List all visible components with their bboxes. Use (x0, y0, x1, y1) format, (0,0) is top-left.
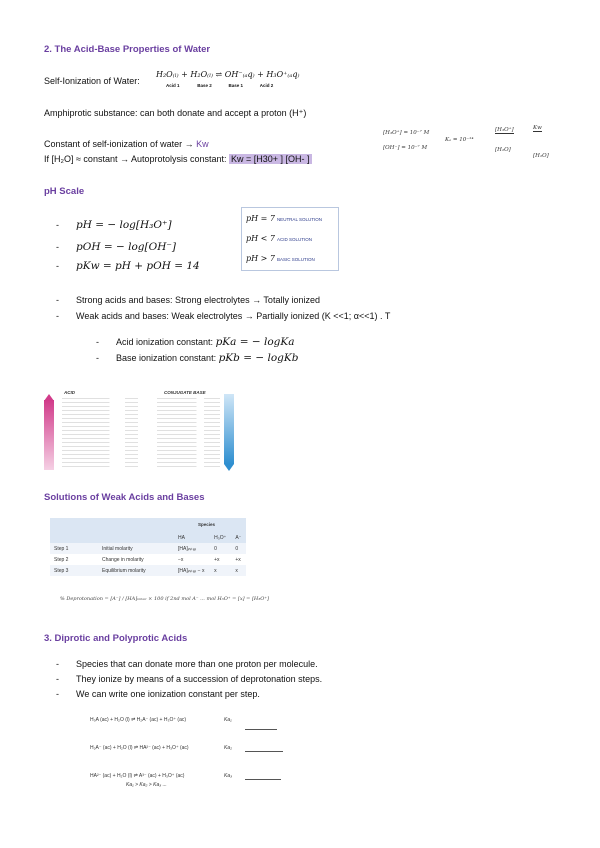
kw-label: Kw (196, 139, 209, 149)
species-header: Species (198, 522, 216, 527)
base-strength-arrow (224, 394, 234, 464)
ka2-label: Ka₂ (224, 745, 233, 751)
ph-scale-title: pH Scale (44, 186, 85, 197)
strong-text: Strong acids and bases: Strong electrolytes → Totally ionized (76, 295, 320, 305)
side-frac-top: [H₃O⁺] (495, 127, 514, 133)
col-h3o: H₃O⁺ (214, 534, 227, 541)
acid-header: ACID (64, 390, 75, 395)
ka1-fraction (245, 711, 277, 730)
water-constant-formula-image (383, 125, 553, 165)
ka-order: Ka₁ > Ka₂ > Ka₃ ... (126, 782, 167, 788)
ka2-fraction (245, 741, 283, 752)
row-val: −x (178, 556, 184, 563)
row-val: [HA]ᵢₙᵢₜᵢₐₗ (178, 545, 197, 552)
constant-prefix: Constant of self-ionization of water → (44, 139, 197, 149)
autoprotolysis-line (44, 154, 312, 164)
row-val: +x (214, 556, 220, 563)
acid-row (246, 234, 312, 243)
poh-formula-row: - pOH = − log[OH⁻] (56, 241, 176, 253)
ph-formula: pH = − log[H₃O⁺] (76, 219, 172, 231)
neutral-cond: pH = 7 (246, 214, 275, 223)
amphiprotic-definition: Amphiprotic substance: can both donate and accept a proton (H⁺) (44, 108, 307, 118)
row-desc: Initial molarity (102, 545, 133, 552)
ph-formula-row: - pH = − log[H₃O⁺] (56, 219, 172, 231)
side-ka: Kₐ = 10⁻¹⁴ (445, 137, 474, 143)
ka3-label: Ka₃ (224, 773, 233, 779)
label-base2: Base 2 (197, 83, 212, 88)
pkw-formula-row: - pKw = pH + pOH = 14 (56, 260, 200, 272)
row-val: x (214, 567, 217, 574)
bullet-text: Species that can donate more than one proton per molecule. (76, 659, 318, 669)
pka-math: pKa = − logKa (215, 336, 295, 348)
label-acid1: Acid 1 (166, 83, 180, 88)
strength-table-rows (62, 398, 220, 470)
ice-columns-row (50, 532, 246, 543)
basic-row (246, 254, 315, 263)
pkw-formula: pKw = pH + pOH = 14 (76, 260, 200, 272)
row-val: 0 (214, 545, 217, 552)
table-row (50, 565, 246, 576)
neutral-row (246, 214, 322, 223)
pkb-label: Base ionization constant: (116, 353, 219, 363)
table-row (50, 543, 246, 554)
ice-table-body (50, 532, 246, 576)
base-arrow-head (224, 464, 234, 471)
side-frac2-top: Kw (533, 125, 542, 131)
ka1-label: Ka₁ (224, 717, 232, 723)
basic-label: BASIC SOLUTION (276, 257, 315, 262)
label-acid2: Acid 2 (259, 83, 274, 88)
if-line: If [H₂O] ≈ constant → Autoprotolysis constant: (44, 154, 230, 164)
basic-cond: pH > 7 (246, 254, 275, 263)
section-2-title: 2. The Acid-Base Properties of Water (44, 44, 211, 55)
base-header: CONJUGATE BASE (164, 390, 206, 395)
row-val: 0 (235, 545, 239, 552)
self-ionization-label: Self-Ionization of Water: (44, 76, 140, 86)
polyprotic-bullet: - They ionize by means of a succession of deprotonation steps. (56, 674, 323, 684)
row-step: Step 3 (54, 567, 69, 574)
neutral-label: NEUTRAL SOLUTION (276, 217, 323, 222)
row-val: +x (235, 556, 241, 563)
equation-labels (166, 83, 290, 88)
polyprotic-eq-3: HA²⁻ (ac) + H₂O (l) ⇌ A³⁻ (ac) + H₃O⁺ (ac) (90, 773, 185, 779)
pkb-bullet: - Base ionization constant: pKb = − logKb (96, 352, 299, 364)
bullet-text: We can write one ionization constant per step. (76, 689, 260, 699)
row-val: [HA]ᵢₙᵢₜᵢₐₗ − x (178, 567, 205, 574)
polyprotic-bullet: - Species that can donate more than one proton per molecule. (56, 659, 318, 669)
row-step: Step 2 (54, 556, 69, 563)
section-3-title: 3. Diprotic and Polyprotic Acids (44, 633, 188, 644)
acid-cond: pH < 7 (246, 234, 275, 243)
row-step: Step 1 (54, 545, 69, 552)
bullet-text: They ionize by means of a succession of deprotonation steps. (76, 674, 323, 684)
pka-bullet: - Acid ionization constant: pKa = − logKa (96, 336, 295, 348)
weak-bullet: - Weak acids and bases: Weak electrolytes → Partially ionized (K <<1; α<<1) . T (56, 311, 391, 321)
kw-highlight: Kw = [H30+ ] [OH- ] (231, 154, 310, 164)
deprotonation-formula: % Deprotonation = [A⁻] / [HA]ᵢₙᵢₜᵢₐₗ × 100 if 2nd mol A⁻ ... mol H₃O⁺ = [x] = [H₃O⁺] (60, 596, 269, 602)
acid-base-strength-table (44, 390, 234, 474)
constant-line (44, 139, 209, 149)
ice-table (50, 518, 246, 576)
polyprotic-bullet: - We can write one ionization constant per step. (56, 689, 260, 699)
col-ha: HA (178, 534, 185, 541)
side-formula-1: [H₃O⁺] = 10⁻⁷ M (383, 130, 430, 136)
row-desc: Change in molarity (102, 556, 144, 563)
pka-label: Acid ionization constant: (116, 337, 216, 347)
acid-strength-arrow (44, 400, 54, 470)
polyprotic-eq-2: H₂A⁻ (ac) + H₂O (l) ⇌ HA²⁻ (ac) + H₃O⁺ (ac) (90, 745, 189, 751)
poh-formula: pOH = − log[OH⁻] (76, 241, 176, 253)
acid-label: ACID SOLUTION (276, 237, 312, 242)
side-frac-bottom: [H₂O] (495, 147, 511, 153)
weak-text: Weak acids and bases: Weak electrolytes → Partially ionized (K <<1; α<<1) . T (76, 311, 391, 321)
ka3-fraction (245, 769, 281, 780)
table-row (50, 554, 246, 565)
polyprotic-eq-1: H₃A (ac) + H₂O (l) ⇌ H₂A⁻ (ac) + H₃O⁺ (ac) (90, 717, 187, 723)
side-frac2-bottom: [H₂O] (533, 153, 549, 159)
acid-arrow-head (44, 394, 54, 401)
weak-section-title: Solutions of Weak Acids and Bases (44, 492, 205, 503)
ph-condition-box (241, 207, 339, 271)
side-formula-2: [OH⁻] = 10⁻⁷ M (383, 145, 428, 151)
ice-table-header-band (50, 518, 246, 532)
self-ionization-equation: H₂O₍ₗ₎ + H₂O₍ₗ₎ ⇌ OH⁻₍ₐq₎ + H₃O⁺₍ₐq₎ (156, 70, 300, 79)
strong-bullet: - Strong acids and bases: Strong electrolytes → Totally ionized (56, 295, 320, 305)
pkb-math: pKb = − logKb (218, 352, 299, 364)
row-desc: Equilibrium molarity (102, 567, 146, 574)
row-val: x (235, 567, 238, 574)
label-base1: Base 1 (228, 83, 244, 88)
col-a: A⁻ (235, 534, 242, 541)
